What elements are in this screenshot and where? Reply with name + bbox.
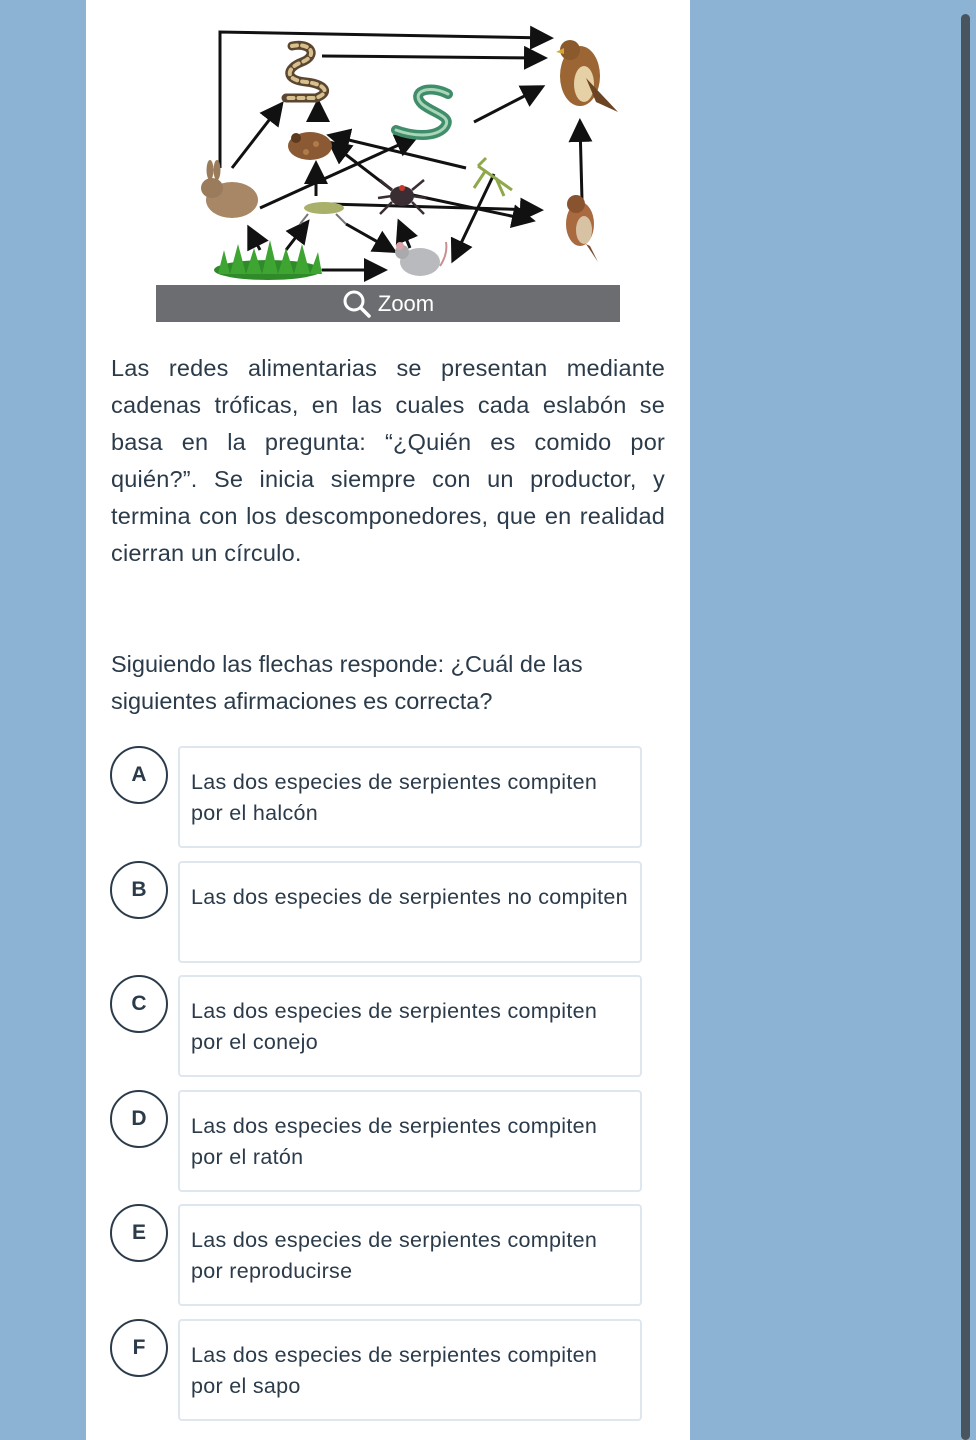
question-text: Siguiendo las flechas responde: ¿Cuál de las siguientes afirmaciones es correcta? bbox=[111, 651, 583, 714]
sparrow-icon bbox=[566, 195, 598, 262]
question-card bbox=[86, 0, 690, 1440]
option-a[interactable] bbox=[110, 746, 642, 848]
option-text: Las dos especies de serpientes compiten por el halcón bbox=[178, 746, 642, 848]
hawk-icon bbox=[556, 40, 618, 112]
green-snake-icon bbox=[396, 89, 448, 135]
zoom-label: Zoom bbox=[377, 290, 435, 316]
option-text: Las dos especies de serpientes no compiten bbox=[178, 861, 642, 963]
option-letter: A bbox=[110, 746, 168, 804]
brown-snake-icon bbox=[286, 45, 325, 98]
toad-icon bbox=[288, 132, 332, 160]
intro-paragraph: Las redes alimentarias se presentan mediante cadenas tróficas, en las cuales cada eslabón se basa en la pregunta: “¿Quién es comido por quién?”. Se inicia siempre con un productor, y termina con los descomponedores, que en realidad cierran un círculo. bbox=[111, 355, 665, 566]
option-letter: C bbox=[110, 975, 168, 1033]
option-text: Las dos especies de serpientes compiten por el sapo bbox=[178, 1319, 642, 1421]
food-web-diagram bbox=[156, 18, 620, 288]
option-d[interactable] bbox=[110, 1090, 642, 1192]
option-text: Las dos especies de serpientes compiten por el conejo bbox=[178, 975, 642, 1077]
grass-icon bbox=[214, 240, 322, 280]
magnifier-icon bbox=[342, 289, 372, 319]
option-e[interactable] bbox=[110, 1204, 642, 1306]
option-letter: D bbox=[110, 1090, 168, 1148]
option-text: Las dos especies de serpientes compiten por el ratón bbox=[178, 1090, 642, 1192]
option-letter: E bbox=[110, 1204, 168, 1262]
option-b[interactable] bbox=[110, 861, 642, 963]
food-web-image[interactable] bbox=[156, 18, 620, 322]
spider-icon bbox=[378, 180, 426, 214]
option-f[interactable] bbox=[110, 1319, 642, 1421]
zoom-button[interactable] bbox=[156, 285, 620, 322]
grasshopper-icon bbox=[300, 202, 346, 224]
mantis-icon bbox=[474, 158, 512, 196]
rabbit-icon bbox=[201, 160, 258, 218]
option-letter: F bbox=[110, 1319, 168, 1377]
option-c[interactable] bbox=[110, 975, 642, 1077]
option-text: Las dos especies de serpientes compiten por reproducirse bbox=[178, 1204, 642, 1306]
scrollbar[interactable] bbox=[961, 14, 970, 1440]
option-letter: B bbox=[110, 861, 168, 919]
mouse-icon bbox=[395, 242, 446, 276]
